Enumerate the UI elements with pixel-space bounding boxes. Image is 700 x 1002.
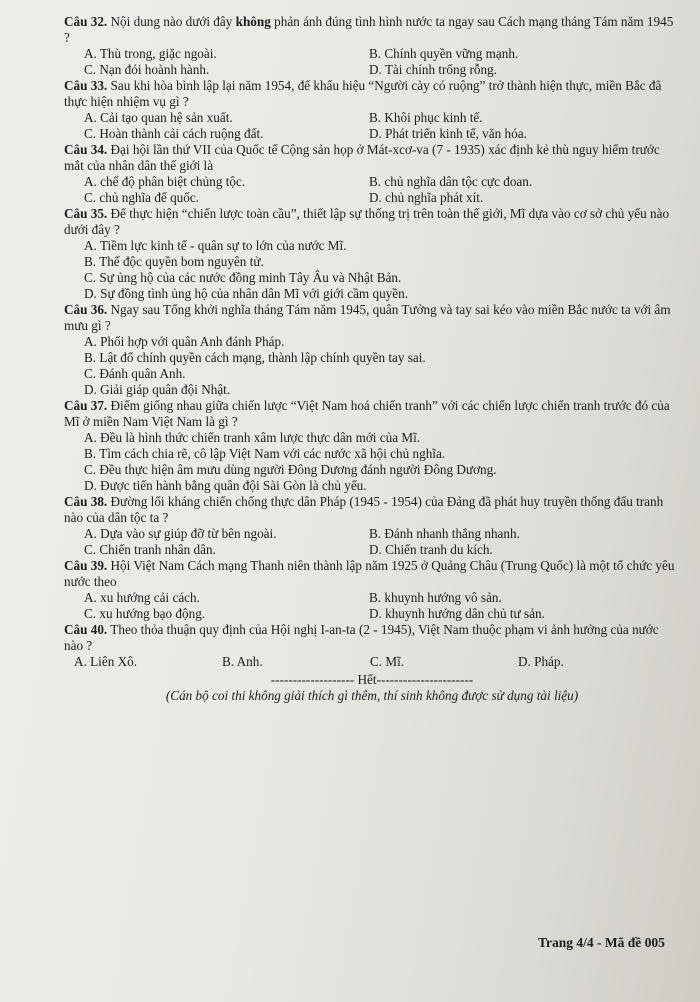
- question-text: Câu 37. Điểm giống nhau giữa chiến lược “Việt Nam hoá chiến tranh” với các chiến lược chiến tranh trước đó của Mĩ ở miền Nam Việt Nam là gì ?: [64, 398, 670, 429]
- question-text: Câu 35. Để thực hiện “chiến lược toàn cầu”, thiết lập sự thống trị trên toàn thế giới, Mĩ dựa vào cơ sở chủ yếu nào dưới đây ?: [64, 206, 670, 237]
- option-b: B. Tìm cách chia rẽ, cô lập Việt Nam với các nước xã hội chủ nghĩa.: [84, 446, 446, 461]
- question-label: Câu 39.: [64, 558, 108, 573]
- question-label: Câu 34.: [64, 142, 108, 157]
- options: [64, 238, 680, 302]
- options: [64, 174, 680, 206]
- option-c: C. Sự ủng hộ của các nước đồng minh Tây Âu và Nhật Bản.: [84, 270, 402, 285]
- question-label: Câu 35.: [64, 206, 108, 221]
- question-label: Câu 33.: [64, 78, 108, 93]
- question-text: Câu 39. Hội Việt Nam Cách mạng Thanh niên thành lập năm 1925 ở Quảng Châu (Trung Quốc) là một tổ chức yêu nước theo: [64, 558, 675, 589]
- end-line: ------------------- Hết----------------------: [270, 672, 474, 687]
- option-b: B. Khôi phục kinh tế.: [369, 110, 483, 125]
- option-b: B. Đánh nhanh thắng nhanh.: [369, 526, 520, 541]
- question-text: Câu 38. Đường lối kháng chiến chống thực dân Pháp (1945 - 1954) của Đảng đã phát huy truyền thống đấu tranh nào của dân tộc ta ?: [64, 494, 664, 525]
- option-a: A. Tiềm lực kinh tế - quân sự to lớn của nước Mĩ.: [84, 238, 347, 253]
- option-c: C. Nạn đói hoành hành.: [84, 62, 210, 77]
- question-37: [64, 398, 680, 494]
- option-d: D. Giải giáp quân đội Nhật.: [84, 382, 231, 397]
- option-c: C. Đều thực hiện âm mưu dùng người Đông Dương đánh người Đông Dương.: [84, 462, 497, 477]
- option-a: A. Dựa vào sự giúp đỡ từ bên ngoài.: [84, 526, 277, 541]
- option-d: D. Phát triển kinh tế, văn hóa.: [369, 126, 527, 141]
- option-c: C. Chiến tranh nhân dân.: [84, 542, 216, 557]
- exam-note: (Cán bộ coi thi không giải thích gì thêm, thí sinh không được sử dụng tài liệu): [165, 688, 579, 703]
- option-d: D. chủ nghĩa phát xít.: [369, 190, 484, 205]
- options: [64, 46, 680, 78]
- question-label: Câu 36.: [64, 302, 108, 317]
- option-c: C. chủ nghĩa đế quốc.: [84, 190, 199, 205]
- question-text: Câu 33. Sau khi hòa bình lập lại năm 1954, để khẩu hiệu “Người cày có ruộng” trở thành hiện thực, miền Bắc đã thực hiện nhiệm vụ gì ?: [64, 78, 662, 109]
- option-d: D. Pháp.: [518, 654, 564, 669]
- option-c: C. Mĩ.: [370, 654, 405, 669]
- option-d: D. Sự đồng tình ủng hộ của nhân dân Mĩ với giới cầm quyền.: [84, 286, 409, 301]
- option-a: A. Thù trong, giặc ngoài.: [84, 46, 217, 61]
- option-b: B. khuynh hướng vô sản.: [369, 590, 502, 605]
- question-38: [64, 494, 680, 558]
- question-label: Câu 32.: [64, 14, 108, 29]
- question-text: Câu 34. Đại hội lần thứ VII của Quốc tế Cộng sản họp ở Mát-xcơ-va (7 - 1935) xác định kẻ thù nguy hiểm trước mắt của nhân dân thế giới là: [64, 142, 660, 173]
- options: [64, 430, 680, 494]
- emphasis-word: không: [235, 14, 271, 29]
- option-a: A. xu hướng cải cách.: [84, 590, 200, 605]
- option-b: B. chủ nghĩa dân tộc cực đoan.: [369, 174, 533, 189]
- option-b: B. Chính quyền vững mạnh.: [369, 46, 519, 61]
- option-b: B. Thế độc quyền bom nguyên tử.: [84, 254, 264, 269]
- option-d: D. Được tiến hành bằng quân đội Sài Gòn là chủ yếu.: [84, 478, 367, 493]
- options: [64, 590, 680, 622]
- question-text: Câu 40. Theo thỏa thuận quy định của Hội nghị I-an-ta (2 - 1945), Việt Nam thuộc phạm vi ảnh hưởng của nước nào ?: [64, 622, 659, 653]
- question-text: Câu 32. Nội dung nào dưới đây không phản ánh đúng tình hình nước ta ngay sau Cách mạng tháng Tám năm 1945 ?: [64, 14, 674, 45]
- option-a: A. Đều là hình thức chiến tranh xâm lược thực dân mới của Mĩ.: [84, 430, 421, 445]
- question-label: Câu 37.: [64, 398, 108, 413]
- questions-area: [64, 14, 680, 704]
- option-c: C. Hoàn thành cải cách ruộng đất.: [84, 126, 264, 141]
- question-34: [64, 142, 680, 206]
- option-a: A. Cải tạo quan hệ sản xuất.: [84, 110, 233, 125]
- options: [64, 526, 680, 558]
- question-33: [64, 78, 680, 142]
- option-b: B. Lật đổ chính quyền cách mạng, thành lập chính quyền tay sai.: [84, 350, 426, 365]
- option-c: C. Đánh quân Anh.: [84, 366, 186, 381]
- question-32: [64, 14, 680, 78]
- option-a: A. chế độ phân biệt chủng tộc.: [84, 174, 246, 189]
- options: [64, 334, 680, 398]
- question-35: [64, 206, 680, 302]
- option-d: D. Tài chính trống rỗng.: [369, 62, 497, 77]
- option-d: D. Chiến tranh du kích.: [369, 542, 493, 557]
- options: [64, 110, 680, 142]
- question-39: [64, 558, 680, 622]
- option-a: A. Liên Xô.: [74, 654, 137, 669]
- option-d: D. khuynh hướng dân chủ tư sản.: [369, 606, 545, 621]
- question-text: Câu 36. Ngay sau Tổng khởi nghĩa tháng Tám năm 1945, quân Tưởng và tay sai kéo vào miền Bắc nước ta với âm mưu gì ?: [64, 302, 671, 333]
- question-36: [64, 302, 680, 398]
- option-c: C. xu hướng bạo động.: [84, 606, 206, 621]
- option-a: A. Phối hợp với quân Anh đánh Pháp.: [84, 334, 285, 349]
- option-b: B. Anh.: [222, 654, 263, 669]
- options: [64, 654, 680, 670]
- question-40: [64, 622, 680, 670]
- page-footer: Trang 4/4 - Mã đề 005: [538, 935, 665, 950]
- question-label: Câu 40.: [64, 622, 108, 637]
- question-label: Câu 38.: [64, 494, 108, 509]
